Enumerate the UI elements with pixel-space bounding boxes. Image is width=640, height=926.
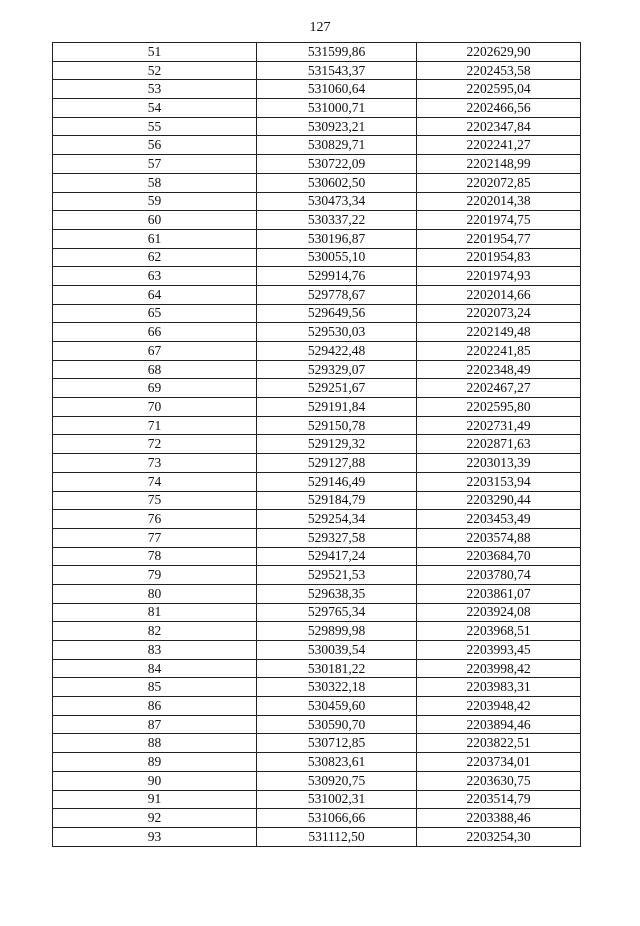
point-number-cell: 79: [53, 566, 257, 585]
table-row: [53, 472, 581, 491]
point-number-cell: 54: [53, 99, 257, 118]
point-number-cell: 70: [53, 398, 257, 417]
x-coordinate-cell: 530712,85: [257, 734, 417, 753]
y-coordinate-cell: 2203734,01: [417, 753, 581, 772]
y-coordinate-cell: 2203254,30: [417, 827, 581, 846]
y-coordinate-cell: 2201974,93: [417, 267, 581, 286]
point-number-cell: 83: [53, 641, 257, 660]
x-coordinate-cell: 529329,07: [257, 360, 417, 379]
point-number-cell: 75: [53, 491, 257, 510]
x-coordinate-cell: 531112,50: [257, 827, 417, 846]
x-coordinate-cell: 529254,34: [257, 510, 417, 529]
point-number-cell: 92: [53, 809, 257, 828]
x-coordinate-cell: 530473,34: [257, 192, 417, 211]
point-number-cell: 76: [53, 510, 257, 529]
y-coordinate-cell: 2202731,49: [417, 416, 581, 435]
x-coordinate-cell: 530181,22: [257, 659, 417, 678]
y-coordinate-cell: 2202629,90: [417, 43, 581, 62]
y-coordinate-cell: 2203948,42: [417, 697, 581, 716]
x-coordinate-cell: 529649,56: [257, 304, 417, 323]
x-coordinate-cell: 531066,66: [257, 809, 417, 828]
point-number-cell: 67: [53, 342, 257, 361]
x-coordinate-cell: 530823,61: [257, 753, 417, 772]
y-coordinate-cell: 2202241,27: [417, 136, 581, 155]
y-coordinate-cell: 2203983,31: [417, 678, 581, 697]
y-coordinate-cell: 2203684,70: [417, 547, 581, 566]
table-row: [53, 641, 581, 660]
x-coordinate-cell: 530923,21: [257, 117, 417, 136]
y-coordinate-cell: 2202149,48: [417, 323, 581, 342]
y-coordinate-cell: 2202073,24: [417, 304, 581, 323]
x-coordinate-cell: 529530,03: [257, 323, 417, 342]
y-coordinate-cell: 2203290,44: [417, 491, 581, 510]
y-coordinate-cell: 2202595,80: [417, 398, 581, 417]
x-coordinate-cell: 531002,31: [257, 790, 417, 809]
y-coordinate-cell: 2202072,85: [417, 173, 581, 192]
point-number-cell: 63: [53, 267, 257, 286]
table-row: [53, 809, 581, 828]
point-number-cell: 77: [53, 528, 257, 547]
x-coordinate-cell: 530196,87: [257, 229, 417, 248]
y-coordinate-cell: 2203453,49: [417, 510, 581, 529]
y-coordinate-cell: 2203013,39: [417, 454, 581, 473]
y-coordinate-cell: 2203153,94: [417, 472, 581, 491]
point-number-cell: 61: [53, 229, 257, 248]
table-row: [53, 398, 581, 417]
y-coordinate-cell: 2203861,07: [417, 584, 581, 603]
x-coordinate-cell: 530055,10: [257, 248, 417, 267]
y-coordinate-cell: 2203514,79: [417, 790, 581, 809]
x-coordinate-cell: 529914,76: [257, 267, 417, 286]
y-coordinate-cell: 2202595,04: [417, 80, 581, 99]
coordinates-table: [52, 42, 581, 847]
table-row: [53, 584, 581, 603]
y-coordinate-cell: 2203574,88: [417, 528, 581, 547]
point-number-cell: 78: [53, 547, 257, 566]
x-coordinate-cell: 531000,71: [257, 99, 417, 118]
point-number-cell: 72: [53, 435, 257, 454]
y-coordinate-cell: 2203780,74: [417, 566, 581, 585]
point-number-cell: 60: [53, 211, 257, 230]
page-number: 127: [309, 20, 331, 35]
table-row: [53, 771, 581, 790]
y-coordinate-cell: 2202241,85: [417, 342, 581, 361]
point-number-cell: 86: [53, 697, 257, 716]
table-row: [53, 603, 581, 622]
x-coordinate-cell: 530322,18: [257, 678, 417, 697]
y-coordinate-cell: 2203968,51: [417, 622, 581, 641]
point-number-cell: 84: [53, 659, 257, 678]
y-coordinate-cell: 2201954,83: [417, 248, 581, 267]
table-row: [53, 229, 581, 248]
x-coordinate-cell: 529521,53: [257, 566, 417, 585]
y-coordinate-cell: 2203630,75: [417, 771, 581, 790]
table-row: [53, 211, 581, 230]
point-number-cell: 74: [53, 472, 257, 491]
x-coordinate-cell: 529127,88: [257, 454, 417, 473]
point-number-cell: 65: [53, 304, 257, 323]
point-number-cell: 85: [53, 678, 257, 697]
table-row: [53, 267, 581, 286]
point-number-cell: 51: [53, 43, 257, 62]
table-row: [53, 753, 581, 772]
table-row: [53, 342, 581, 361]
x-coordinate-cell: 530590,70: [257, 715, 417, 734]
table-row: [53, 734, 581, 753]
point-number-cell: 90: [53, 771, 257, 790]
x-coordinate-cell: 531599,86: [257, 43, 417, 62]
table-row: [53, 155, 581, 174]
y-coordinate-cell: 2201954,77: [417, 229, 581, 248]
y-coordinate-cell: 2203993,45: [417, 641, 581, 660]
table-row: [53, 61, 581, 80]
point-number-cell: 64: [53, 285, 257, 304]
point-number-cell: 82: [53, 622, 257, 641]
x-coordinate-cell: 530337,22: [257, 211, 417, 230]
table-row: [53, 304, 581, 323]
point-number-cell: 71: [53, 416, 257, 435]
y-coordinate-cell: 2202871,63: [417, 435, 581, 454]
point-number-cell: 88: [53, 734, 257, 753]
point-number-cell: 53: [53, 80, 257, 99]
point-number-cell: 56: [53, 136, 257, 155]
table-row: [53, 715, 581, 734]
table-row: [53, 285, 581, 304]
x-coordinate-cell: 530602,50: [257, 173, 417, 192]
y-coordinate-cell: 2202466,56: [417, 99, 581, 118]
y-coordinate-cell: 2201974,75: [417, 211, 581, 230]
table-row: [53, 117, 581, 136]
point-number-cell: 81: [53, 603, 257, 622]
table-row: [53, 323, 581, 342]
point-number-cell: 87: [53, 715, 257, 734]
x-coordinate-cell: 529251,67: [257, 379, 417, 398]
point-number-cell: 68: [53, 360, 257, 379]
table-row: [53, 678, 581, 697]
table-row: [53, 547, 581, 566]
point-number-cell: 52: [53, 61, 257, 80]
table-row: [53, 416, 581, 435]
table-row: [53, 827, 581, 846]
table-row: [53, 136, 581, 155]
point-number-cell: 55: [53, 117, 257, 136]
point-number-cell: 58: [53, 173, 257, 192]
table-row: [53, 510, 581, 529]
y-coordinate-cell: 2202014,66: [417, 285, 581, 304]
table-row: [53, 80, 581, 99]
y-coordinate-cell: 2202014,38: [417, 192, 581, 211]
x-coordinate-cell: 529778,67: [257, 285, 417, 304]
point-number-cell: 91: [53, 790, 257, 809]
y-coordinate-cell: 2202467,27: [417, 379, 581, 398]
table-row: [53, 248, 581, 267]
y-coordinate-cell: 2202347,84: [417, 117, 581, 136]
point-number-cell: 62: [53, 248, 257, 267]
x-coordinate-cell: 530459,60: [257, 697, 417, 716]
table-row: [53, 173, 581, 192]
point-number-cell: 80: [53, 584, 257, 603]
x-coordinate-cell: 529899,98: [257, 622, 417, 641]
table-row: [53, 622, 581, 641]
coordinates-table-body: [53, 43, 581, 847]
y-coordinate-cell: 2203924,08: [417, 603, 581, 622]
x-coordinate-cell: 529184,79: [257, 491, 417, 510]
x-coordinate-cell: 529765,34: [257, 603, 417, 622]
x-coordinate-cell: 530920,75: [257, 771, 417, 790]
y-coordinate-cell: 2203894,46: [417, 715, 581, 734]
y-coordinate-cell: 2203388,46: [417, 809, 581, 828]
x-coordinate-cell: 529146,49: [257, 472, 417, 491]
y-coordinate-cell: 2202148,99: [417, 155, 581, 174]
y-coordinate-cell: 2203998,42: [417, 659, 581, 678]
x-coordinate-cell: 529638,35: [257, 584, 417, 603]
table-row: [53, 566, 581, 585]
x-coordinate-cell: 529327,58: [257, 528, 417, 547]
table-row: [53, 659, 581, 678]
point-number-cell: 73: [53, 454, 257, 473]
x-coordinate-cell: 529417,24: [257, 547, 417, 566]
x-coordinate-cell: 530829,71: [257, 136, 417, 155]
point-number-cell: 59: [53, 192, 257, 211]
point-number-cell: 93: [53, 827, 257, 846]
point-number-cell: 69: [53, 379, 257, 398]
table-row: [53, 43, 581, 62]
x-coordinate-cell: 529129,32: [257, 435, 417, 454]
x-coordinate-cell: 531060,64: [257, 80, 417, 99]
x-coordinate-cell: 529422,48: [257, 342, 417, 361]
x-coordinate-cell: 529150,78: [257, 416, 417, 435]
table-row: [53, 790, 581, 809]
x-coordinate-cell: 530039,54: [257, 641, 417, 660]
table-row: [53, 99, 581, 118]
table-row: [53, 435, 581, 454]
point-number-cell: 89: [53, 753, 257, 772]
table-row: [53, 192, 581, 211]
table-row: [53, 360, 581, 379]
table-row: [53, 454, 581, 473]
table-row: [53, 379, 581, 398]
table-row: [53, 528, 581, 547]
y-coordinate-cell: 2203822,51: [417, 734, 581, 753]
table-row: [53, 697, 581, 716]
table-row: [53, 491, 581, 510]
point-number-cell: 57: [53, 155, 257, 174]
y-coordinate-cell: 2202348,49: [417, 360, 581, 379]
x-coordinate-cell: 531543,37: [257, 61, 417, 80]
point-number-cell: 66: [53, 323, 257, 342]
y-coordinate-cell: 2202453,58: [417, 61, 581, 80]
x-coordinate-cell: 529191,84: [257, 398, 417, 417]
x-coordinate-cell: 530722,09: [257, 155, 417, 174]
